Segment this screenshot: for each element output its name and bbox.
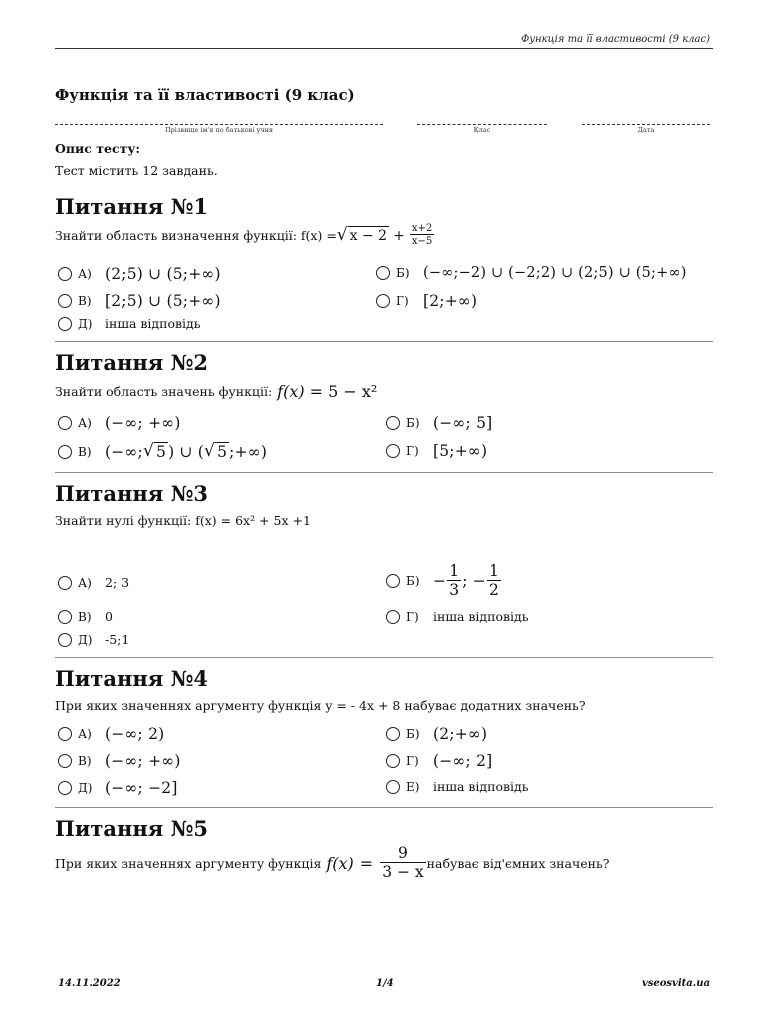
option-letter: А) xyxy=(78,575,92,590)
q1-option-b[interactable] xyxy=(376,265,687,281)
q3-option-g[interactable] xyxy=(386,609,529,624)
q1-option-a[interactable] xyxy=(58,265,221,283)
option-letter: Д) xyxy=(78,632,93,647)
fraction xyxy=(380,846,425,880)
question-divider xyxy=(55,657,713,658)
footer-site[interactable]: vseosvita.ua xyxy=(641,978,710,989)
option-value: (−∞; 5] xyxy=(433,414,493,432)
option-value: (−∞; −2] xyxy=(105,779,178,797)
q2-option-a[interactable] xyxy=(58,414,181,432)
option-letter: Б) xyxy=(406,574,420,588)
question-5-text xyxy=(55,846,609,880)
radical-sign: √ xyxy=(204,441,216,461)
radio-button[interactable] xyxy=(386,574,400,588)
fraction-numerator: 1 xyxy=(489,562,500,580)
question-4-text: При яких значеннях аргументу функція y = - 4x + 8 набуває додатних значень? xyxy=(55,698,586,713)
q4-option-v[interactable] xyxy=(58,752,181,770)
fraction-denominator: 3 xyxy=(449,580,460,599)
option-letter: Г) xyxy=(406,609,419,624)
option-value: (2;5) ∪ (5;+∞) xyxy=(105,265,221,283)
fraction-numerator: x+2 xyxy=(411,223,433,234)
q4-option-a[interactable] xyxy=(58,725,164,743)
question-2-prefix: Знайти область значень функції: xyxy=(55,384,273,399)
fraction-denominator: x−5 xyxy=(411,236,433,247)
fraction-one-third xyxy=(447,564,461,598)
sqrt-content: 5 xyxy=(217,443,228,461)
fraction xyxy=(410,224,434,247)
option-value: [2;+∞) xyxy=(423,292,478,310)
q1-option-v[interactable] xyxy=(58,292,221,310)
sqrt-expression xyxy=(337,226,389,245)
q3-option-v[interactable] xyxy=(58,609,113,624)
question-1-prefix: Знайти область визначення функції: f(x) = xyxy=(55,228,337,243)
radio-button[interactable] xyxy=(376,294,390,308)
q2-option-b[interactable] xyxy=(386,414,492,432)
equals-sign: = xyxy=(359,853,374,873)
separator: ; − xyxy=(462,572,486,590)
footer-page-number: 1/4 xyxy=(376,978,394,989)
q3-option-a[interactable] xyxy=(58,575,129,590)
q1-option-d[interactable] xyxy=(58,316,201,331)
question-1-title: Питання №1 xyxy=(55,194,209,219)
radio-button[interactable] xyxy=(58,317,72,331)
class-field[interactable] xyxy=(417,114,547,134)
radio-button[interactable] xyxy=(58,445,72,459)
date-line xyxy=(582,114,710,125)
radio-button[interactable] xyxy=(386,780,400,794)
function-name: f(x) xyxy=(326,853,354,873)
sqrt-five xyxy=(204,442,229,461)
option-value: інша відповідь xyxy=(105,316,201,331)
option-value: 2; 3 xyxy=(105,575,130,590)
radio-button[interactable] xyxy=(58,416,72,430)
radio-button[interactable] xyxy=(58,633,72,647)
radio-button[interactable] xyxy=(386,610,400,624)
option-letter: Б) xyxy=(406,416,420,430)
option-letter: В) xyxy=(78,444,92,459)
option-value: інша відповідь xyxy=(433,779,529,794)
radio-button[interactable] xyxy=(386,727,400,741)
question-divider xyxy=(55,341,713,342)
question-5-title: Питання №5 xyxy=(55,816,209,841)
fraction-denominator: 2 xyxy=(489,580,500,599)
radical-sign: √ xyxy=(142,441,155,461)
question-divider xyxy=(55,807,713,808)
option-letter: Г) xyxy=(396,294,409,308)
radio-button[interactable] xyxy=(58,754,72,768)
interval-left: (−∞; xyxy=(105,442,143,461)
option-letter: А) xyxy=(78,267,92,281)
radio-button[interactable] xyxy=(386,754,400,768)
option-value: (−∞; 2) xyxy=(105,725,165,743)
fraction-denominator: 3 − x xyxy=(382,862,424,881)
header-divider xyxy=(55,48,713,49)
q3-option-b[interactable] xyxy=(386,564,502,598)
sqrt-five xyxy=(143,442,168,461)
interval-union: ) ∪ ( xyxy=(168,442,205,461)
question-5-suffix: набуває від'ємних значень? xyxy=(426,855,610,871)
date-caption: Дата xyxy=(637,126,655,134)
q4-option-e[interactable] xyxy=(386,779,529,794)
q3-option-d[interactable] xyxy=(58,632,129,647)
description-text: Тест містить 12 завдань. xyxy=(55,163,218,178)
radio-button[interactable] xyxy=(58,610,72,624)
footer-date: 14.11.2022 xyxy=(58,978,121,989)
interval-right: ;+∞) xyxy=(229,442,268,461)
option-value: інша відповідь xyxy=(433,609,529,624)
q2-option-v[interactable] xyxy=(58,442,267,461)
option-letter: Е) xyxy=(406,779,420,794)
option-letter: В) xyxy=(78,609,92,624)
radio-button[interactable] xyxy=(58,267,72,281)
q2-option-g[interactable] xyxy=(386,442,487,460)
question-2-text xyxy=(55,382,377,401)
option-letter: В) xyxy=(78,754,92,768)
student-name-field[interactable] xyxy=(55,114,383,134)
question-4-title: Питання №4 xyxy=(55,666,209,691)
student-name-line xyxy=(55,114,383,125)
sqrt-content: 5 xyxy=(156,443,167,461)
q4-option-d[interactable] xyxy=(58,779,178,797)
radical-sign: √ xyxy=(336,225,348,245)
option-value: (−∞;−2) ∪ (−2;2) ∪ (2;5) ∪ (5;+∞) xyxy=(423,265,687,281)
page-title: Функція та її властивості (9 клас) xyxy=(55,86,355,104)
question-divider xyxy=(55,472,713,473)
radio-button[interactable] xyxy=(386,444,400,458)
radio-button[interactable] xyxy=(376,266,390,280)
question-3-title: Питання №3 xyxy=(55,481,209,506)
question-5-prefix: При яких значеннях аргументу функція xyxy=(55,855,322,871)
option-value xyxy=(433,564,502,598)
option-letter: Г) xyxy=(406,444,419,458)
option-value: (−∞; +∞) xyxy=(105,752,181,770)
fraction-numerator: 1 xyxy=(449,562,460,580)
radio-button[interactable] xyxy=(386,416,400,430)
question-1-text xyxy=(55,224,435,247)
option-letter: А) xyxy=(78,727,92,741)
option-value xyxy=(105,442,267,461)
fraction-one-half xyxy=(487,564,501,598)
option-letter: Д) xyxy=(78,316,93,331)
sqrt-content: x − 2 xyxy=(349,228,388,244)
q4-option-b[interactable] xyxy=(386,725,487,743)
option-value: 0 xyxy=(105,609,113,624)
option-letter: Б) xyxy=(406,727,420,741)
q4-option-g[interactable] xyxy=(386,752,492,770)
function-expression: = 5 − x² xyxy=(309,382,378,401)
date-field[interactable] xyxy=(582,114,710,134)
option-letter: Г) xyxy=(406,754,419,768)
class-line xyxy=(417,114,547,125)
fraction-numerator: 9 xyxy=(397,844,408,862)
radio-button[interactable] xyxy=(58,727,72,741)
minus-sign: − xyxy=(433,572,447,590)
option-value: (−∞; 2] xyxy=(433,752,493,770)
option-letter: В) xyxy=(78,294,92,308)
option-value: [5;+∞) xyxy=(433,442,488,460)
question-3-text: Знайти нулі функції: f(x) = 6x² + 5x +1 xyxy=(55,513,311,528)
running-header: Функція та її властивості (9 клас) xyxy=(520,34,710,45)
function-name: f(x) xyxy=(277,382,305,401)
option-value: -5;1 xyxy=(105,632,130,647)
radio-button[interactable] xyxy=(58,294,72,308)
option-letter: Д) xyxy=(78,781,93,795)
question-2-title: Питання №2 xyxy=(55,350,209,375)
radio-button[interactable] xyxy=(58,781,72,795)
student-name-caption: Прізвище ім'я по батькові учня xyxy=(164,126,274,134)
radio-button[interactable] xyxy=(58,576,72,590)
option-value: [2;5) ∪ (5;+∞) xyxy=(105,292,221,310)
plus-sign: + xyxy=(393,227,405,244)
option-value: (−∞; +∞) xyxy=(105,414,181,432)
class-caption: Клас xyxy=(473,126,491,134)
option-letter: Б) xyxy=(396,266,410,280)
description-label: Опис тесту: xyxy=(55,141,140,156)
option-value: (2;+∞) xyxy=(433,725,488,743)
option-letter: А) xyxy=(78,416,92,430)
q1-option-g[interactable] xyxy=(376,292,477,310)
